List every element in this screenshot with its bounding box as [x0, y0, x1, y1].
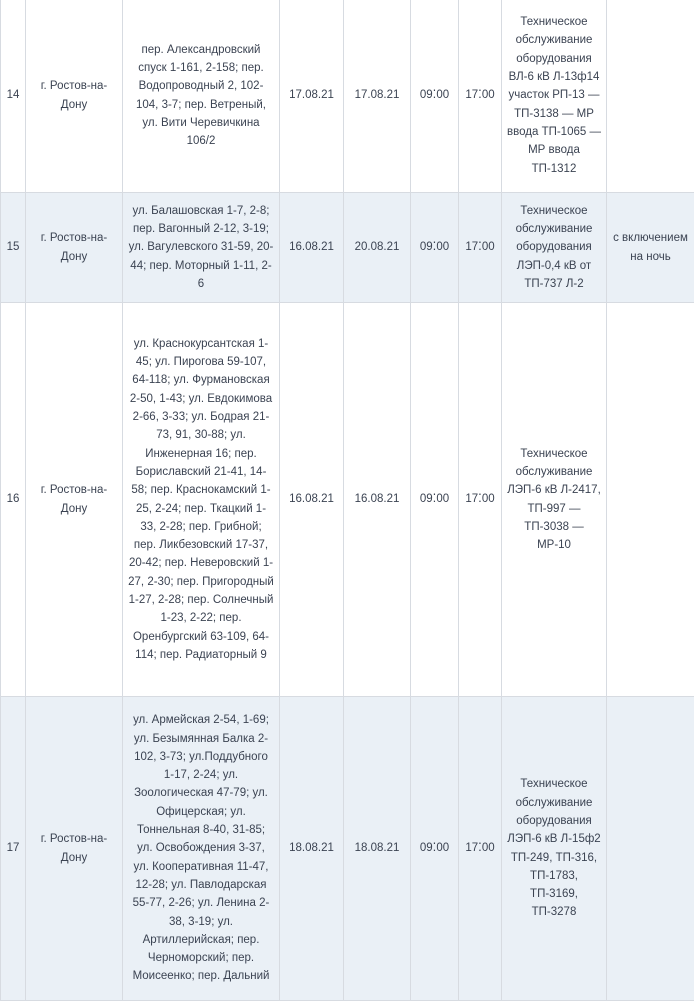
table-row: [1, 193, 694, 303]
date-end-cell: 18.08.21: [344, 697, 411, 1001]
city-cell: г. Ростов-на-Дону: [26, 193, 123, 303]
work-description-cell: Техническое обслуживание ЛЭП-6 кВ Л-2417, ТП-997 — ТП-3038 — МР-10: [502, 303, 607, 697]
work-description-cell: Техническое обслуживание оборудования ЛЭП-0,4 кВ от ТП-737 Л-2: [502, 193, 607, 303]
table-row: [1, 697, 694, 1001]
date-start-cell: 16.08.21: [280, 193, 344, 303]
addresses-cell: ул. Краснокурсантская 1-45; ул. Пирогова 59-107, 64-118; ул. Фурмановская 2-50, 1-43; ул. Евдокимова 2-66, 3-33; ул. Бодрая 21-73, 91, 30-88; ул. Инженерная 16; пер. Бориславский 21-41, 14-58; пер. Краснокамский 1-25, 2-24; пер. Ткацкий 1-33, 2-28; пер. Грибной; пер. Ликбезовский 17-37, 20-42; пер. Неверовский 1-27, 2-30; пер. Пригородный 1-27, 2-28; пер. Солнечный 1-23, 2-22; пер. Оренбургский 63-109, 64-114; пер. Радиаторный 9: [123, 303, 280, 697]
table-row: [1, 0, 694, 193]
time-end-cell: 17⁚00: [459, 303, 502, 697]
addresses-cell: ул. Армейская 2-54, 1-69; ул. Безымянная Балка 2-102, 3-73; ул.Поддубного 1-17, 2-24; ул. Зоологическая 47-79; ул. Офицерская; ул. Тоннельная 8-40, 31-85; ул. Освобождения 3-37, ул. Кооперативная 11-47, 12-28; ул. Павлодарская 55-77, 2-26; ул. Ленина 2-38, 3-19; ул. Артиллерийская; пер. Черноморский; пер. Моисеенко; пер. Дальний: [123, 697, 280, 1001]
work-description-cell: Техническое обслуживание оборудования ЛЭП-6 кВ Л-15ф2 ТП-249, ТП-316, ТП-1783, ТП-3169, ТП-3278: [502, 697, 607, 1001]
time-end-cell: 17⁚00: [459, 0, 502, 193]
addresses-cell: пер. Александровский спуск 1-161, 2-158; пер. Водопроводный 2, 102-104, 3-7; пер. Ветреный, ул. Вити Черевичкина 106/2: [123, 0, 280, 193]
note-cell: [607, 0, 694, 193]
date-start-cell: 17.08.21: [280, 0, 344, 193]
row-number: 17: [1, 697, 26, 1001]
date-start-cell: 18.08.21: [280, 697, 344, 1001]
time-end-cell: 17⁚00: [459, 697, 502, 1001]
time-end-cell: 17⁚00: [459, 193, 502, 303]
city-cell: г. Ростов-на-Дону: [26, 0, 123, 193]
row-number: 16: [1, 303, 26, 697]
note-cell: с включением на ночь: [607, 193, 694, 303]
date-end-cell: 20.08.21: [344, 193, 411, 303]
note-cell: [607, 303, 694, 697]
row-number: 15: [1, 193, 26, 303]
date-end-cell: 17.08.21: [344, 0, 411, 193]
addresses-cell: ул. Балашовская 1-7, 2-8; пер. Вагонный 2-12, 3-19; ул. Вагулевского 31-59, 20-44; пер. Моторный 1-11, 2-6: [123, 193, 280, 303]
time-start-cell: 09⁚00: [411, 193, 459, 303]
city-cell: г. Ростов-на-Дону: [26, 697, 123, 1001]
time-start-cell: 09⁚00: [411, 303, 459, 697]
table-row: [1, 303, 694, 697]
date-start-cell: 16.08.21: [280, 303, 344, 697]
work-description-cell: Техническое обслуживание оборудования ВЛ-6 кВ Л-13ф14 участок РП-13 — ТП-3138 — МР ввода ТП-1065 — МР ввода ТП-1312: [502, 0, 607, 193]
time-start-cell: 09⁚00: [411, 697, 459, 1001]
row-number: 14: [1, 0, 26, 193]
city-cell: г. Ростов-на-Дону: [26, 303, 123, 697]
date-end-cell: 16.08.21: [344, 303, 411, 697]
time-start-cell: 09⁚00: [411, 0, 459, 193]
note-cell: [607, 697, 694, 1001]
